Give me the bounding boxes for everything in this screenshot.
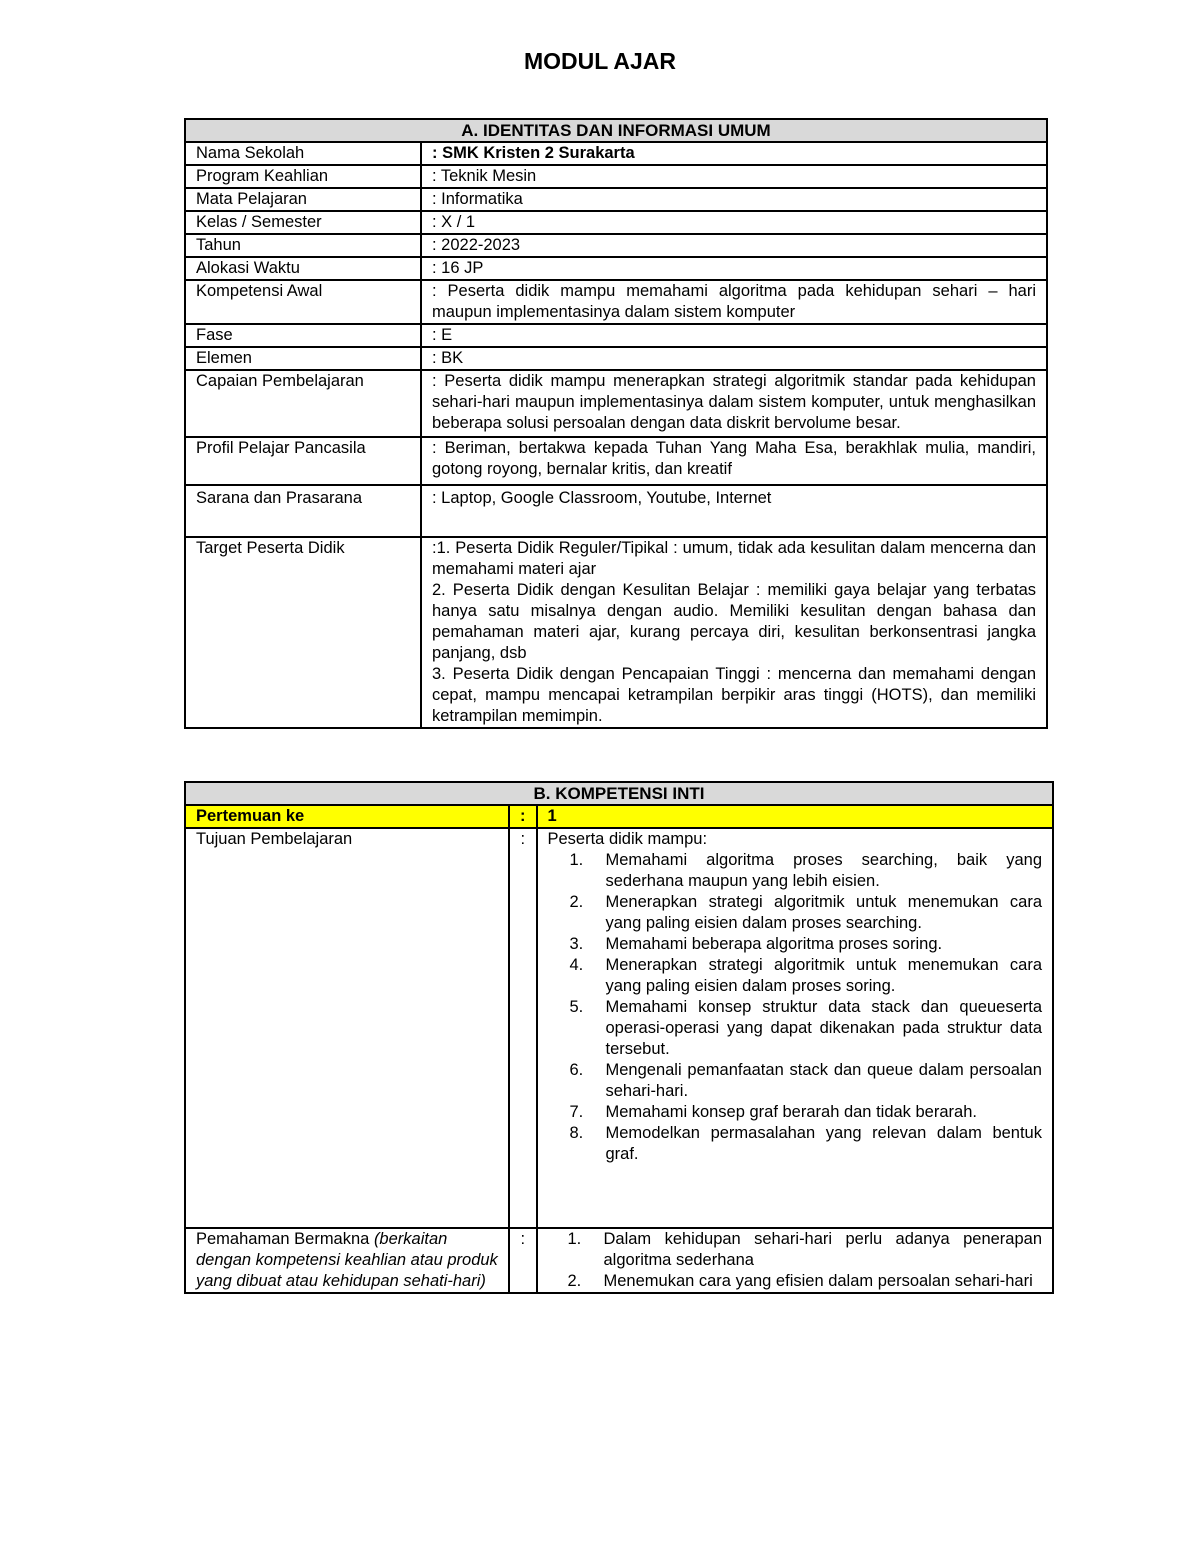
row-label: Kelas / Semester	[185, 211, 421, 234]
table-row	[185, 211, 1047, 234]
meeting-label: Pertemuan ke	[185, 805, 509, 828]
row-label: Alokasi Waktu	[185, 257, 421, 280]
row-label: Fase	[185, 324, 421, 347]
target-item: :1. Peserta Didik Reguler/Tipikal : umum, tidak ada kesulitan dalam mencerna dan memahami materi ajar	[432, 539, 1036, 578]
objectives-intro: Peserta didik mampu:	[547, 830, 708, 848]
understanding-colon: :	[509, 1228, 537, 1293]
understanding-label: Pemahaman Bermakna (berkaitan dengan kompetensi keahlian atau produk yang dibuat atau kehidupan sehati-hari)	[185, 1228, 509, 1293]
objectives-label: Tujuan Pembelajaran	[185, 828, 509, 1228]
table-row	[185, 142, 1047, 165]
row-value: : 16 JP	[421, 257, 1047, 280]
table-row	[185, 324, 1047, 347]
row-value: : Informatika	[421, 188, 1047, 211]
row-label: Elemen	[185, 347, 421, 370]
table-row	[185, 280, 1047, 324]
row-value	[421, 537, 1047, 728]
row-label: Kompetensi Awal	[185, 280, 421, 324]
row-label: Mata Pelajaran	[185, 188, 421, 211]
row-label: Tahun	[185, 234, 421, 257]
meeting-row	[185, 805, 1053, 828]
target-item: 3. Peserta Didik dengan Pencapaian Tinggi : mencerna dan memahami dengan cepat, mampu mencapai ketrampilan berpikir aras tinggi (HOTS), dan memiliki ketrampilan memimpin.	[432, 665, 1036, 725]
list-item: 4. Menerapkan strategi algoritmik untuk menemukan cara yang paling eisien dalam proses soring.	[569, 956, 1042, 995]
row-value: : BK	[421, 347, 1047, 370]
list-item: 1. Dalam kehidupan sehari-hari perlu adanya penerapan algoritma sederhana	[567, 1230, 1042, 1269]
objectives-content	[537, 828, 1054, 1228]
table-row	[185, 165, 1047, 188]
table-row	[185, 437, 1047, 485]
document-title: MODUL AJAR	[523, 48, 677, 74]
objectives-list	[548, 850, 1043, 1165]
competency-table	[184, 781, 1054, 1294]
row-value: : E	[421, 324, 1047, 347]
target-item: 2. Peserta Didik dengan Kesulitan Belajar : memiliki gaya belajar yang terbatas hanya satu misalnya dengan audio. Memiliki kesulitan dengan bahasa dan pemahaman materi ajar, kurang percaya diri, kesulitan berkonsentrasi jangka panjang, dsb	[432, 581, 1036, 662]
row-value: : SMK Kristen 2 Surakarta	[421, 142, 1047, 165]
list-item: 5. Memahami konsep struktur data stack dan queueserta operasi-operasi yang dapat dikenakan pada struktur data tersebut.	[569, 998, 1042, 1058]
row-label: Sarana dan Prasarana	[185, 485, 421, 537]
row-value: : Teknik Mesin	[421, 165, 1047, 188]
meeting-value: 1	[537, 805, 1054, 828]
list-item: 1. Memahami algoritma proses searching, baik yang sederhana maupun yang lebih eisien.	[569, 851, 1042, 890]
table-row	[185, 828, 1053, 1228]
table-row	[185, 485, 1047, 537]
row-label: Nama Sekolah	[185, 142, 421, 165]
row-label: Profil Pelajar Pancasila	[185, 437, 421, 485]
table-row	[185, 370, 1047, 437]
row-value: : X / 1	[421, 211, 1047, 234]
row-value: : 2022-2023	[421, 234, 1047, 257]
table-row	[185, 347, 1047, 370]
table-row	[185, 537, 1047, 728]
list-item: 2. Menemukan cara yang efisien dalam persoalan sehari-hari	[567, 1272, 1033, 1290]
meeting-colon: :	[509, 805, 537, 828]
list-item: 8. Memodelkan permasalahan yang relevan dalam bentuk graf.	[569, 1124, 1042, 1163]
list-item: 2. Menerapkan strategi algoritmik untuk menemukan cara yang paling eisien dalam proses searching.	[569, 893, 1042, 932]
list-item: 6. Mengenali pemanfaatan stack dan queue dalam persoalan sehari-hari.	[569, 1061, 1042, 1100]
row-value: : Peserta didik mampu memahami algoritma pada kehidupan sehari – hari maupun implementasinya dalam sistem komputer	[421, 280, 1047, 324]
row-value: : Beriman, bertakwa kepada Tuhan Yang Maha Esa, berakhlak mulia, mandiri, gotong royong, bernalar kritis, dan kreatif	[421, 437, 1047, 485]
row-label: Target Peserta Didik	[185, 537, 421, 728]
table-row	[185, 257, 1047, 280]
row-value: : Laptop, Google Classroom, Youtube, Internet	[421, 485, 1047, 537]
row-value: : Peserta didik mampu menerapkan strategi algoritmik standar pada kehidupan sehari-hari maupun implementasinya dalam sistem komputer, untuk menghasilkan beberapa solusi persoalan dengan data diskrit bervolume besar.	[421, 370, 1047, 437]
table-row	[185, 234, 1047, 257]
understanding-list	[548, 1229, 1043, 1292]
list-item: 3. Memahami beberapa algoritma proses soring.	[569, 935, 943, 953]
understanding-content	[537, 1228, 1054, 1293]
section-b-heading: B. KOMPETENSI INTI	[185, 782, 1053, 805]
table-row	[185, 1228, 1053, 1293]
list-item: 7. Memahami konsep graf berarah dan tidak berarah.	[569, 1103, 977, 1121]
table-row	[185, 188, 1047, 211]
section-a-heading: A. IDENTITAS DAN INFORMASI UMUM	[185, 119, 1047, 142]
row-label: Program Keahlian	[185, 165, 421, 188]
row-label: Capaian Pembelajaran	[185, 370, 421, 437]
objectives-colon: :	[509, 828, 537, 1228]
identity-table	[184, 118, 1048, 729]
